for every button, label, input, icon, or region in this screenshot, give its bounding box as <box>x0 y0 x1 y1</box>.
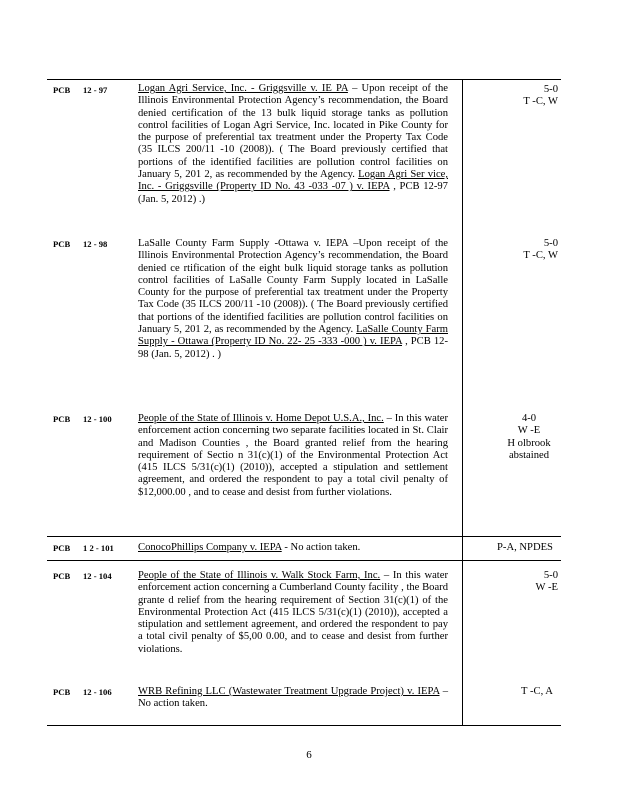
case-description <box>138 542 448 554</box>
case-tail: , PCB 12-97 (Jan. 5, 2012) .) <box>138 181 448 205</box>
vote-cell <box>465 84 558 109</box>
table-top-rule <box>47 79 561 80</box>
pcb-label: PCB <box>53 571 71 581</box>
case-body: – Upon receipt of the Illinois Environmental Protection Agency’s recommendation, the Board denied certification of the 13 bulk liquid storage tanks as pollution control facilities of Logan Agri Service, Inc. located in Pike County for the purpose of preferential tax treatment under the Property Tax Code (35 ILCS 200/11 -10 (2008)). ( The Board previously certified that portions of the identified facilities are pollution control facilities on January 5, 201 2, as recommended by the Agency. <box>138 83 448 181</box>
case-title: People of the State of Illinois v. Home Depot U.S.A., Inc. <box>138 413 384 424</box>
case-title: People of the State of Illinois v. Walk Stock Farm, Inc. <box>138 570 381 581</box>
case-tail: , PCB 12-98 (Jan. 5, 2012) . ) <box>138 336 448 360</box>
docket-number: 12 - 98 <box>83 239 108 249</box>
vote-cell <box>465 570 558 595</box>
vote-line: P-A, NPDES <box>497 542 553 553</box>
vote-line: H olbrook <box>507 437 551 449</box>
case-description <box>138 413 448 499</box>
case-citation: LaSalle County Farm Supply - Ottawa (Property ID No. 22- 25 -333 -000 ) v. IEPA <box>138 324 448 348</box>
pcb-label: PCB <box>53 239 71 249</box>
docket-number: 1 2 - 101 <box>83 543 114 553</box>
row-divider <box>47 536 561 537</box>
case-citation: Logan Agri Ser vice, Inc. - Griggsville (Property ID No. 43 -033 -07 ) v. IEPA <box>138 169 449 193</box>
vote-line: 5-0 <box>543 238 558 249</box>
pcb-label: PCB <box>53 687 71 697</box>
case-number <box>53 542 131 554</box>
docket-number: 12 - 106 <box>83 687 112 697</box>
table-bottom-rule <box>47 725 561 726</box>
docket-number: 12 - 104 <box>83 571 112 581</box>
column-divider <box>462 79 463 725</box>
vote-line: W -E <box>517 425 541 437</box>
case-description <box>138 686 448 711</box>
case-title: ConocoPhillips Company v. IEPA <box>138 542 282 553</box>
docket-number: 12 - 97 <box>83 85 108 95</box>
vote-line: T -C, A <box>521 686 553 697</box>
case-body: – In this water enforcement action concerning a Cumberland County facility , the Board grante d relief from the hearing requirement of Section 31(c)(1) of the Environmental Protection Act (415 ILCS 5/31(c)(1) (2010)), accepted a stipulation and settlement agreement, and ordered the respondent to pay a total civil penalty of $5,00 0.00, and to cease and desist from further violations. <box>138 570 448 655</box>
case-description <box>138 238 448 361</box>
vote-line: 5-0 <box>543 84 558 95</box>
vote-line: abstained <box>508 449 549 461</box>
case-description <box>138 83 448 206</box>
pcb-label: PCB <box>53 414 71 424</box>
vote-cell <box>480 542 570 554</box>
case-body: – In this water enforcement action concerning two separate facilities located in St. Clair and Madison Counties , the Board granted relief from the hearing requirement of Sectio n 31(c)(1) of the Environmental Protection Act (415 ILCS 5/31(c)(1) (2010)), accepted a stipulation and settlement agreement, and ordered the respondent to pay a total civil penalty of $12,000.00 , and to cease and desist from further violations. <box>138 413 448 498</box>
vote-line: T -C, W <box>523 96 558 108</box>
vote-cell <box>500 413 558 462</box>
page-number: 6 <box>306 749 312 761</box>
vote-line: W -E <box>535 582 558 594</box>
case-description <box>138 570 448 656</box>
vote-line: T -C, W <box>523 250 558 262</box>
case-number <box>53 238 131 250</box>
pcb-label: PCB <box>53 85 71 95</box>
row-divider <box>47 560 561 561</box>
case-number <box>53 84 131 96</box>
case-number <box>53 686 131 698</box>
pcb-label: PCB <box>53 543 71 553</box>
docket-number: 12 - 100 <box>83 414 112 424</box>
case-title: Logan Agri Service, Inc. - Griggsville v. IE PA <box>138 83 348 94</box>
vote-cell <box>500 686 574 698</box>
case-body: LaSalle County Farm Supply -Ottawa v. IEPA –Upon receipt of the Illinois Environmental Protection Agency’s recommendation, the Board denied ce rtification of the eight bulk liquid storage tanks as pollution control facilities of LaSalle County Farm Supply located in LaSalle County for the purpose of preferential tax treatment under the Property Tax Code (35 ILCS 200/11 -10 (2008)). ( The Board previously certified that portions of the identified facilities are pollution control facilities on January 5, 201 2, as recommended by the Agency. <box>138 238 448 336</box>
vote-line: 4-0 <box>521 413 537 424</box>
case-body: - No action taken. <box>281 542 361 553</box>
vote-line: 5-0 <box>543 570 558 581</box>
vote-cell <box>465 238 558 263</box>
case-number <box>53 413 131 425</box>
case-title: WRB Refining LLC (Wastewater Treatment Upgrade Project) v. IEPA <box>138 686 440 697</box>
case-body: – No action taken. <box>138 686 448 710</box>
case-number <box>53 570 131 582</box>
